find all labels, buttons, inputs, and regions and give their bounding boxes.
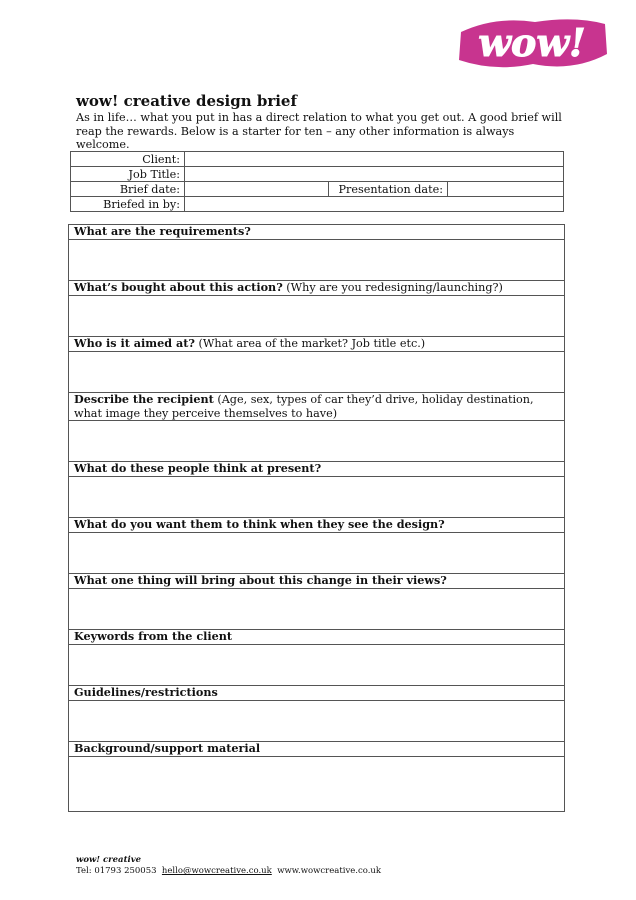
footer-brand: wow! creative — [76, 855, 142, 865]
logo-text: wow! — [478, 20, 586, 65]
section-heading: What do you want them to think when they see the design? — [69, 518, 564, 533]
section-heading: Guidelines/restrictions — [69, 686, 564, 701]
desired-views-field[interactable] — [69, 533, 564, 574]
current-views-field[interactable] — [69, 477, 564, 518]
website-link[interactable]: www.wowcreative.co.uk — [277, 866, 382, 876]
section-heading: What one thing will bring about this change in their views? — [69, 574, 564, 589]
client-label: Client: — [71, 152, 185, 167]
keywords-field[interactable] — [69, 645, 564, 686]
footer-tel: Tel: 01793 250053 — [76, 866, 157, 876]
footer — [76, 855, 381, 877]
intro-text: As in life… what you put in has a direct relation to what you get out. A good brief will reap the rewards. Below is a starter for ten – any other information is always welcome. — [76, 111, 562, 151]
briefed-in-by-label: Briefed in by: — [71, 197, 185, 212]
section-heading: Describe the recipient (Age, sex, types of car they’d drive, holiday destination, what image they perceive themselves to have) — [69, 393, 564, 421]
requirements-field[interactable] — [69, 240, 564, 281]
section-heading: What’s bought about this action? (Why are you redesigning/launching?) — [69, 281, 564, 296]
job-title-label: Job Title: — [71, 167, 185, 182]
audience-field[interactable] — [69, 352, 564, 393]
section-heading: Background/support material — [69, 742, 564, 757]
brief-sections — [68, 224, 565, 812]
presentation-date-field[interactable] — [448, 182, 564, 197]
presentation-date-label: Presentation date: — [329, 182, 448, 197]
info-table — [70, 151, 564, 212]
action-reason-field[interactable] — [69, 296, 564, 337]
email-link[interactable]: hello@wowcreative.co.uk — [161, 866, 272, 876]
wow-logo — [455, 14, 610, 74]
section-heading: What do these people think at present? — [69, 462, 564, 477]
page-title: wow! creative design brief — [76, 92, 297, 110]
job-title-field[interactable] — [185, 167, 564, 182]
brief-date-label: Brief date: — [71, 182, 185, 197]
client-field[interactable] — [185, 152, 564, 167]
recipient-field[interactable] — [69, 421, 564, 462]
background-field[interactable] — [69, 757, 564, 811]
section-heading: Who is it aimed at? (What area of the market? Job title etc.) — [69, 337, 564, 352]
brief-date-field[interactable] — [185, 182, 329, 197]
change-driver-field[interactable] — [69, 589, 564, 630]
briefed-in-by-field[interactable] — [185, 197, 564, 212]
section-heading: Keywords from the client — [69, 630, 564, 645]
section-heading: What are the requirements? — [69, 225, 564, 240]
guidelines-field[interactable] — [69, 701, 564, 742]
